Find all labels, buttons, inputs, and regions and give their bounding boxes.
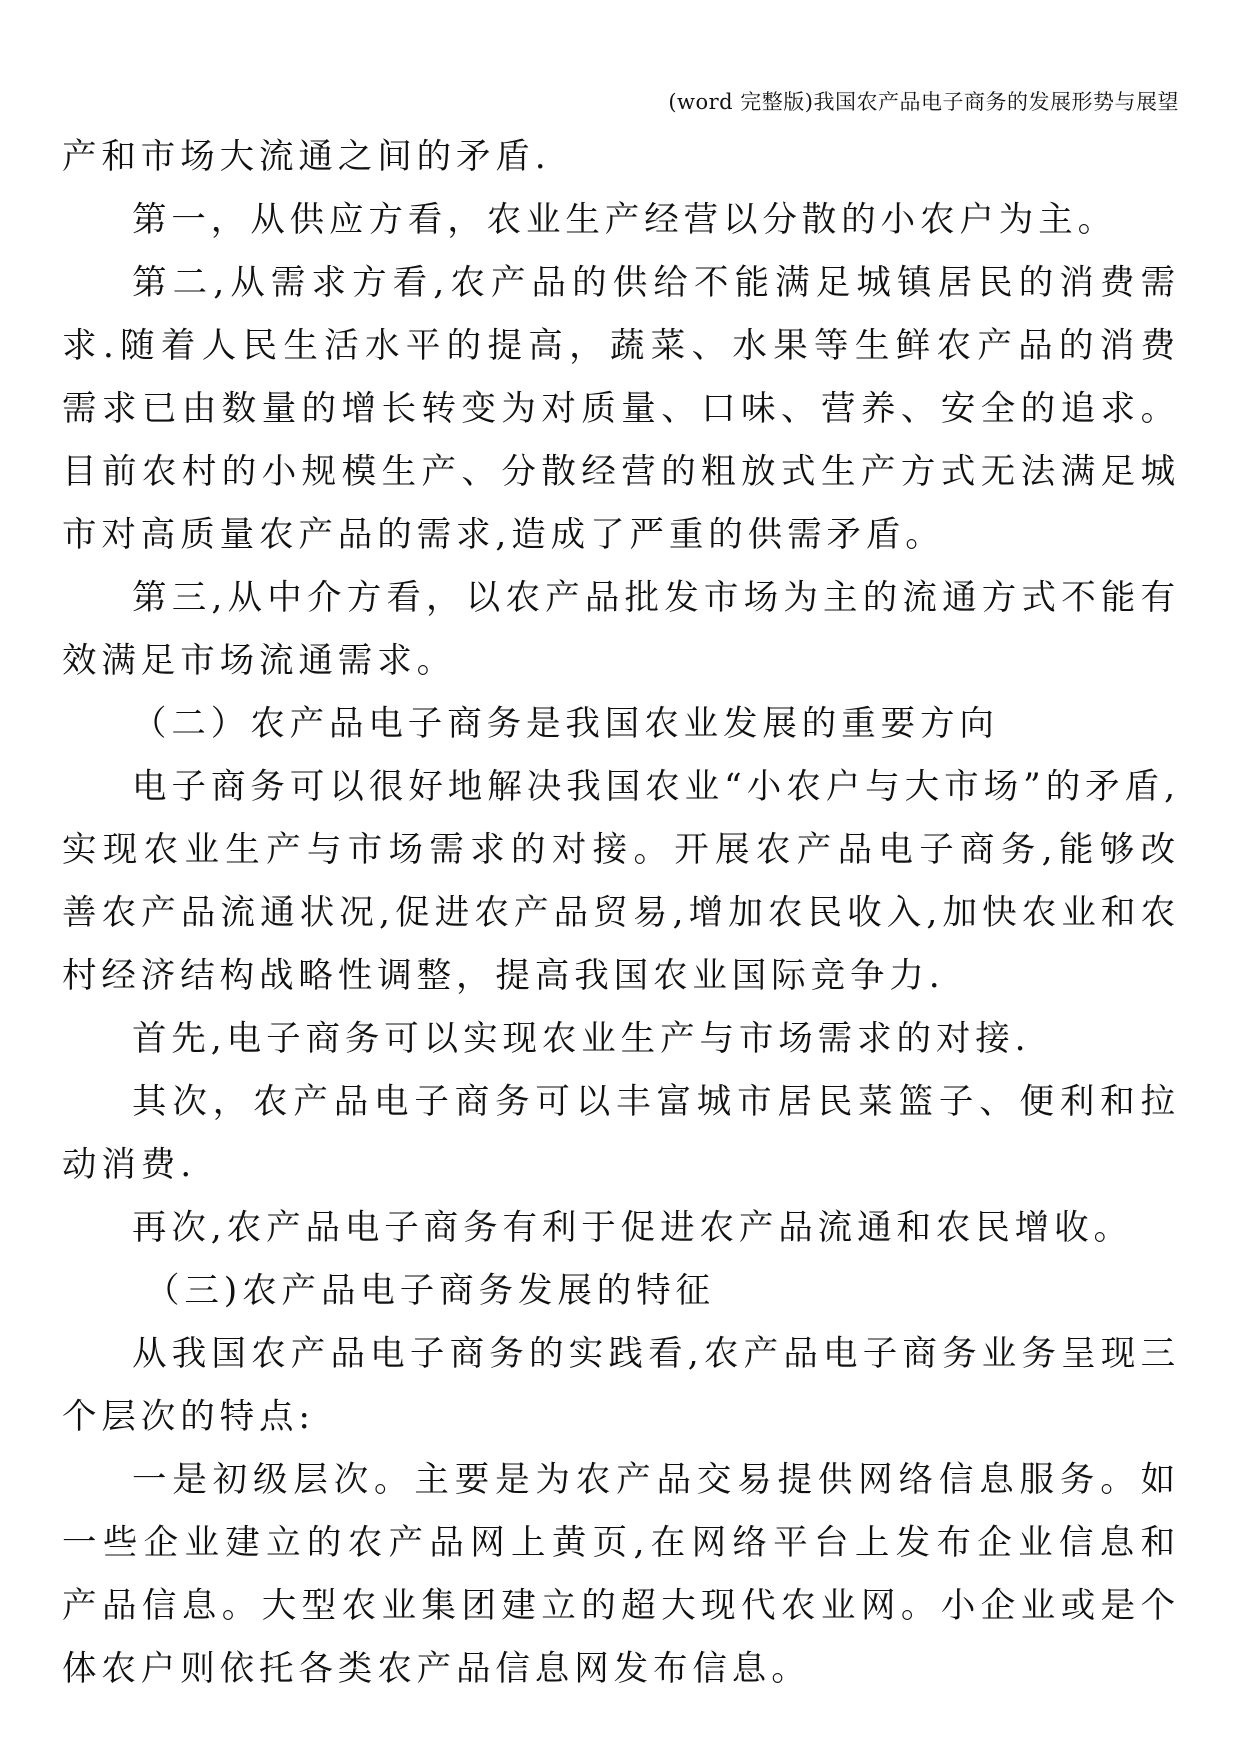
paragraph-intermediary-side: 第三,从中介方看，以农产品批发市场为主的流通方式不能有效满足市场流通需求。 xyxy=(62,578,1180,681)
document-body xyxy=(62,126,1180,1701)
paragraph-ecommerce-solution: 电子商务可以很好地解决我国农业“小农户与大市场”的矛盾,实现农业生产与市场需求的对接。开展农产品电子商务,能够改善农产品流通状况,促进农产品贸易,增加农民收入,加快农业和农村经济结构战略性调整，提高我国农业国际竞争力. xyxy=(62,767,1180,996)
paragraph-primary-level: 一是初级层次。主要是为农产品交易提供网络信息服务。如一些企业建立的农产品网上黄页,在网络平台上发布企业信息和产品信息。大型农业集团建立的超大现代农业网。小企业或是个体农户则依托各类农产品信息网发布信息。 xyxy=(62,1460,1180,1689)
paragraph-thirdly: 再次,农产品电子商务有利于促进农产品流通和农民增收。 xyxy=(132,1208,1133,1248)
section-heading-2: （二）农产品电子商务是我国农业发展的重要方向 xyxy=(132,704,999,744)
section-heading-3: （三)农产品电子商务发展的特征 xyxy=(145,1271,715,1311)
paragraph-practice-levels: 从我国农产品电子商务的实践看,农产品电子商务业务呈现三个层次的特点: xyxy=(62,1334,1180,1437)
paragraph-continuation: 产和市场大流通之间的矛盾. xyxy=(62,137,551,177)
paragraph-firstly: 首先,电子商务可以实现农业生产与市场需求的对接. xyxy=(132,1019,1031,1059)
page-header: (word 完整版)我国农产品电子商务的发展形势与展望 xyxy=(668,90,1179,114)
paragraph-demand-side: 第二,从需求方看,农产品的供给不能满足城镇居民的消费需求.随着人民生活水平的提高，蔬菜、水果等生鲜农产品的消费需求已由数量的增长转变为对质量、口味、营养、安全的追求。目前农村的小规模生产、分散经营的粗放式生产方式无法满足城市对高质量农产品的需求,造成了严重的供需矛盾。 xyxy=(62,263,1180,555)
paragraph-secondly: 其次，农产品电子商务可以丰富城市居民菜篮子、便利和拉动消费. xyxy=(62,1082,1180,1185)
paragraph-supply-side: 第一，从供应方看，农业生产经营以分散的小农户为主。 xyxy=(132,200,1117,240)
